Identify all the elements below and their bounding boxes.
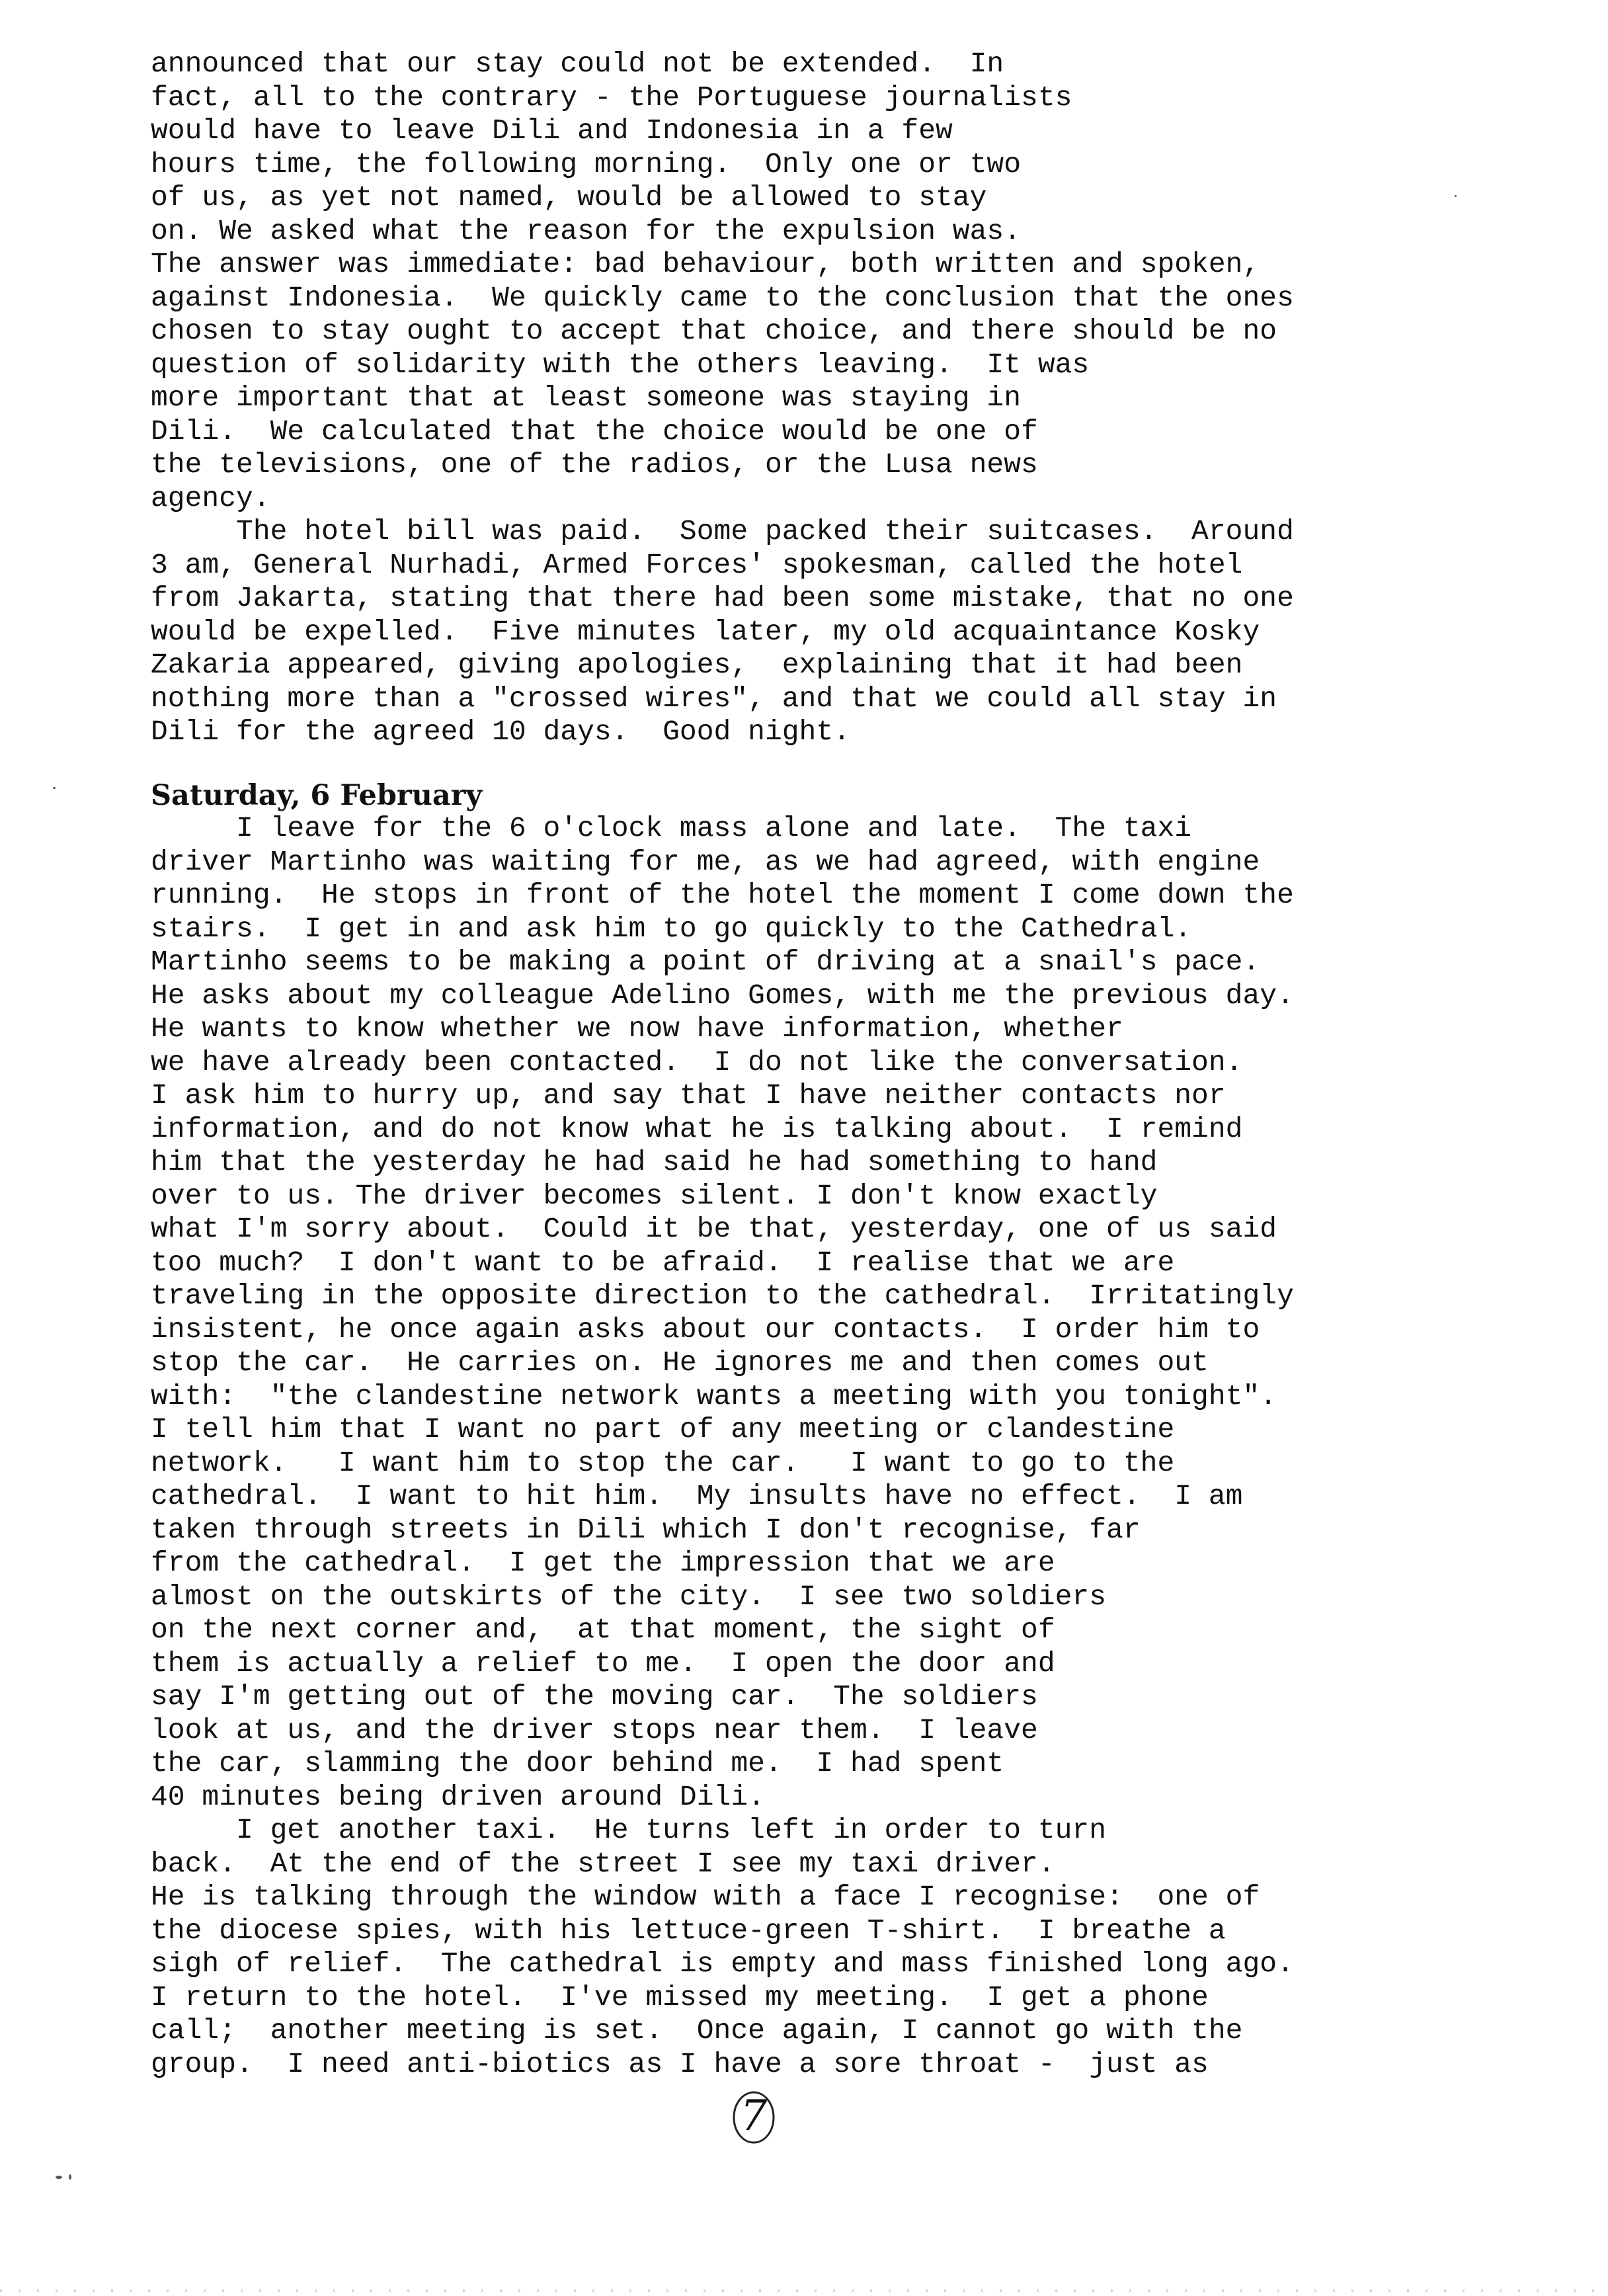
text-line: network. I want him to stop the car. I want to go to the [151,1446,1175,1479]
scan-edge-noise [0,2289,1608,2292]
intro-paragraph [151,48,1473,749]
text-line: from the cathedral. I get the impression that we are [151,1547,1055,1579]
text-line: 3 am, General Nurhadi, Armed Forces' spokesman, called the hotel [151,548,1243,581]
text-line: on the next corner and, at that moment, the sight of [151,1614,1055,1646]
text-line: The answer was immediate: bad behaviour, both written and spoken, [151,248,1260,280]
text-line: Dili. We calculated that the choice would be one of [151,415,1038,448]
text-line: would have to leave Dili and Indonesia in a few [151,114,953,147]
text-line: He is talking through the window with a face I recognise: one of [151,1881,1260,1913]
text-line: traveling in the opposite direction to the cathedral. Irritatingly [151,1280,1294,1312]
scan-speck [69,2174,71,2180]
text-line: the televisions, one of the radios, or the Lusa news [151,448,1038,481]
text-line: fact, all to the contrary - the Portuguese journalists [151,81,1072,114]
text-line: I get another taxi. He turns left in order to turn [151,1814,1107,1846]
text-line: taken through streets in Dili which I don't recognise, far [151,1513,1141,1546]
text-line: driver Martinho was waiting for me, as we had agreed, with engine [151,845,1260,878]
text-line: them is actually a relief to me. I open the door and [151,1647,1055,1680]
section-heading: Saturday, 6 February [151,779,483,812]
text-line: would be expelled. Five minutes later, my old acquaintance Kosky [151,615,1260,648]
text-line: too much? I don't want to be afraid. I realise that we are [151,1246,1175,1279]
text-line: He asks about my colleague Adelino Gomes, with me the previous day. [151,979,1294,1012]
text-line: from Jakarta, stating that there had been some mistake, that no one [151,582,1294,614]
text-line: almost on the outskirts of the city. I see two soldiers [151,1580,1107,1613]
text-line: back. At the end of the street I see my taxi driver. [151,1847,1055,1880]
text-line: the diocese spies, with his lettuce-green T-shirt. I breathe a [151,1914,1226,1947]
text-line: running. He stops in front of the hotel the moment I come down the [151,879,1294,911]
text-line: cathedral. I want to hit him. My insults have no effect. I am [151,1480,1243,1512]
text-line: look at us, and the driver stops near them. I leave [151,1713,1038,1746]
text-line: question of solidarity with the others leaving. It was [151,348,1090,381]
text-line: stop the car. He carries on. He ignores me and then comes out [151,1346,1209,1379]
text-line: against Indonesia. We quickly came to the conclusion that the ones [151,281,1294,314]
scan-speck [1455,195,1457,197]
text-line: announced that our stay could not be extended. In [151,48,1004,80]
scan-speck [56,2176,62,2179]
text-line: information, and do not know what he is talking about. I remind [151,1112,1243,1145]
section-heading-wrapper [151,779,1473,813]
text-line: Dili for the agreed 10 days. Good night. [151,716,850,748]
text-line: more important that at least someone was staying in [151,382,1022,414]
text-line: I leave for the 6 o'clock mass alone and late. The taxi [151,812,1192,844]
text-line: I return to the hotel. I've missed my meeting. I get a phone [151,1981,1209,2014]
text-line: chosen to stay ought to accept that choice, and there should be no [151,315,1277,347]
text-line: what I'm sorry about. Could it be that, yesterday, one of us said [151,1213,1277,1245]
text-line: I ask him to hurry up, and say that I have neither contacts nor [151,1079,1226,1112]
text-line: sigh of relief. The cathedral is empty and mass finished long ago. [151,1948,1294,1980]
text-line: 40 minutes being driven around Dili. [151,1780,765,1813]
scan-speck [53,787,56,789]
page-number-text: 7 [740,2092,768,2141]
text-line: insistent, he once again asks about our contacts. I order him to [151,1313,1260,1346]
text-line: agency. [151,481,270,514]
text-line: He wants to know whether we now have information, whether [151,1012,1123,1045]
text-line: Martinho seems to be making a point of driving at a snail's pace. [151,946,1260,978]
text-line: nothing more than a "crossed wires", and that we could all stay in [151,682,1277,715]
text-line: group. I need anti-biotics as I have a sore throat - just as [151,2047,1209,2080]
text-line: hours time, the following morning. Only one or two [151,147,1022,181]
text-line: over to us. The driver becomes silent. I don't know exactly [151,1179,1158,1212]
text-line: him that the yesterday he had said he had something to hand [151,1146,1158,1178]
text-line: the car, slamming the door behind me. I had spent [151,1747,1004,1780]
text-line: I tell him that I want no part of any meeting or clandestine [151,1413,1175,1446]
text-line: on. We asked what the reason for the expulsion was. [151,214,1022,247]
page-number [727,2086,780,2146]
text-line: Zakaria appeared, giving apologies, explaining that it had been [151,649,1243,681]
text-line: call; another meeting is set. Once again, I cannot go with the [151,2014,1243,2047]
text-line: The hotel bill was paid. Some packed their suitcases. Around [151,515,1294,548]
text-line: of us, as yet not named, would be allowed to stay [151,181,987,214]
text-line: with: "the clandestine network wants a meeting with you tonight". [151,1379,1277,1413]
text-line: we have already been contacted. I do not like the conversation. [151,1046,1243,1079]
text-line: say I'm getting out of the moving car. The soldiers [151,1680,1038,1713]
section-body [151,812,1473,2081]
text-line: stairs. I get in and ask him to go quickly to the Cathedral. [151,912,1192,945]
